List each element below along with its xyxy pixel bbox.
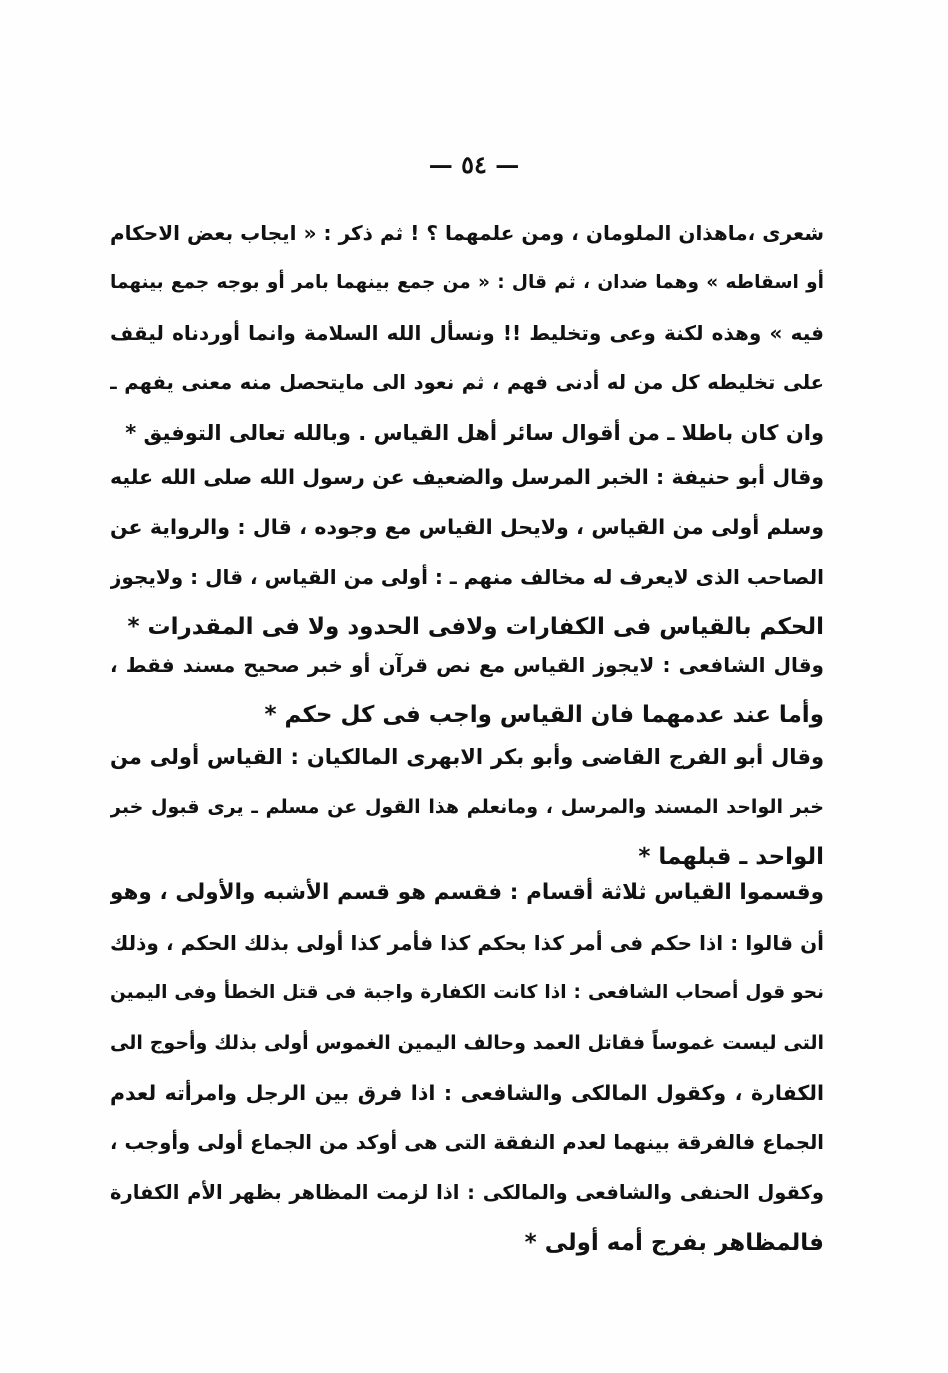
page-number: — ٥٤ — (428, 150, 520, 179)
text-line: وان كان باطلا ـ من أقوال سائر أهل القياس . وبالله تعالى التوفيق * (125, 421, 824, 445)
paragraph-1 (110, 208, 824, 458)
text-line: الصاحب الذى لايعرف له مخالف منهم ـ : أولى من القياس ، قال : ولايجوز (110, 565, 824, 589)
text-line: وأما عند عدمهما فان القياس واجب فى كل حكم * (264, 702, 824, 728)
text-line: الحكم بالقياس فى الكفارات ولافى الحدود ولا فى المقدرات * (127, 614, 824, 640)
text-line: وكقول الحنفى والشافعى والمالكى : اذا لزمت المظاهر بظهر الأم الكفارة (110, 1181, 824, 1204)
text-line: وسلم أولى من القياس ، ولايحل القياس مع وجوده ، قال : والرواية عن (110, 515, 824, 539)
paragraph-4 (110, 732, 824, 882)
text-line: على تخليطه كل من له أدنى فهم ، ثم نعود الى مايتحصل منه معنى يفهم ـ (110, 371, 824, 394)
paragraph-2 (110, 452, 824, 652)
text-line: فالمظاهر بفرج أمه أولى * (524, 1230, 824, 1256)
paragraph-3 (110, 640, 824, 740)
text-line: نحو قول أصحاب الشافعى : اذا كانت الكفارة واجبة فى قتل الخطأ وفى اليمين (110, 982, 824, 1003)
text-line: أن قالوا : اذا حكم فى أمر كذا بحكم كذا فأمر كذا أولى بذلك الحكم ، وذلك (110, 931, 824, 955)
text-line: الواحد ـ قبلهما * (638, 844, 824, 870)
text-line: وقال أبو حنيفة : الخبر المرسل والضعيف عن رسول الله صلى الله عليه (110, 465, 824, 489)
text-line: وقال الشافعى : لايجوز القياس مع نص قرآن أو خبر صحيح مسند فقط ، (110, 653, 824, 677)
text-line: فيه » وهذه لكنة وعى وتخليط !! ونسأل الله السلامة وانما أوردناه ليقف (110, 321, 824, 345)
text-line: وقسموا القياس ثلاثة أقسام : فقسم هو قسم الأشبه والأولى ، وهو (110, 880, 824, 905)
text-line: الكفارة ، وكقول المالكى والشافعى : اذا فرق بين الرجل وامرأته لعدم (110, 1081, 824, 1105)
text-line: الجماع فالفرقة بينهما لعدم النفقة التى هى أوكد من الجماع أولى وأوجب ، (110, 1131, 824, 1154)
text-line: خبر الواحد المسند والمرسل ، ومانعلم هذا القول عن مسلم ـ يرى قبول خبر (110, 796, 824, 818)
text-line: التى ليست غموساً فقاتل العمد وحالف اليمين الغموس أولى بذلك وأحوج الى (110, 1032, 824, 1054)
paragraph-5 (110, 868, 824, 1268)
text-line: شعرى ،ماهذان الملومان ، ومن علمهما ؟ ! ثم ذكر : « ايجاب بعض الاحكام (110, 221, 824, 245)
text-line: أو اسقاطه » وهما ضدان ، ثم قال : « من جمع بينهما بامر أو بوجه جمع بينهما (110, 272, 824, 293)
text-line: وقال أبو الفرج القاضى وأبو بكر الابهرى المالكيان : القياس أولى من (110, 745, 824, 769)
